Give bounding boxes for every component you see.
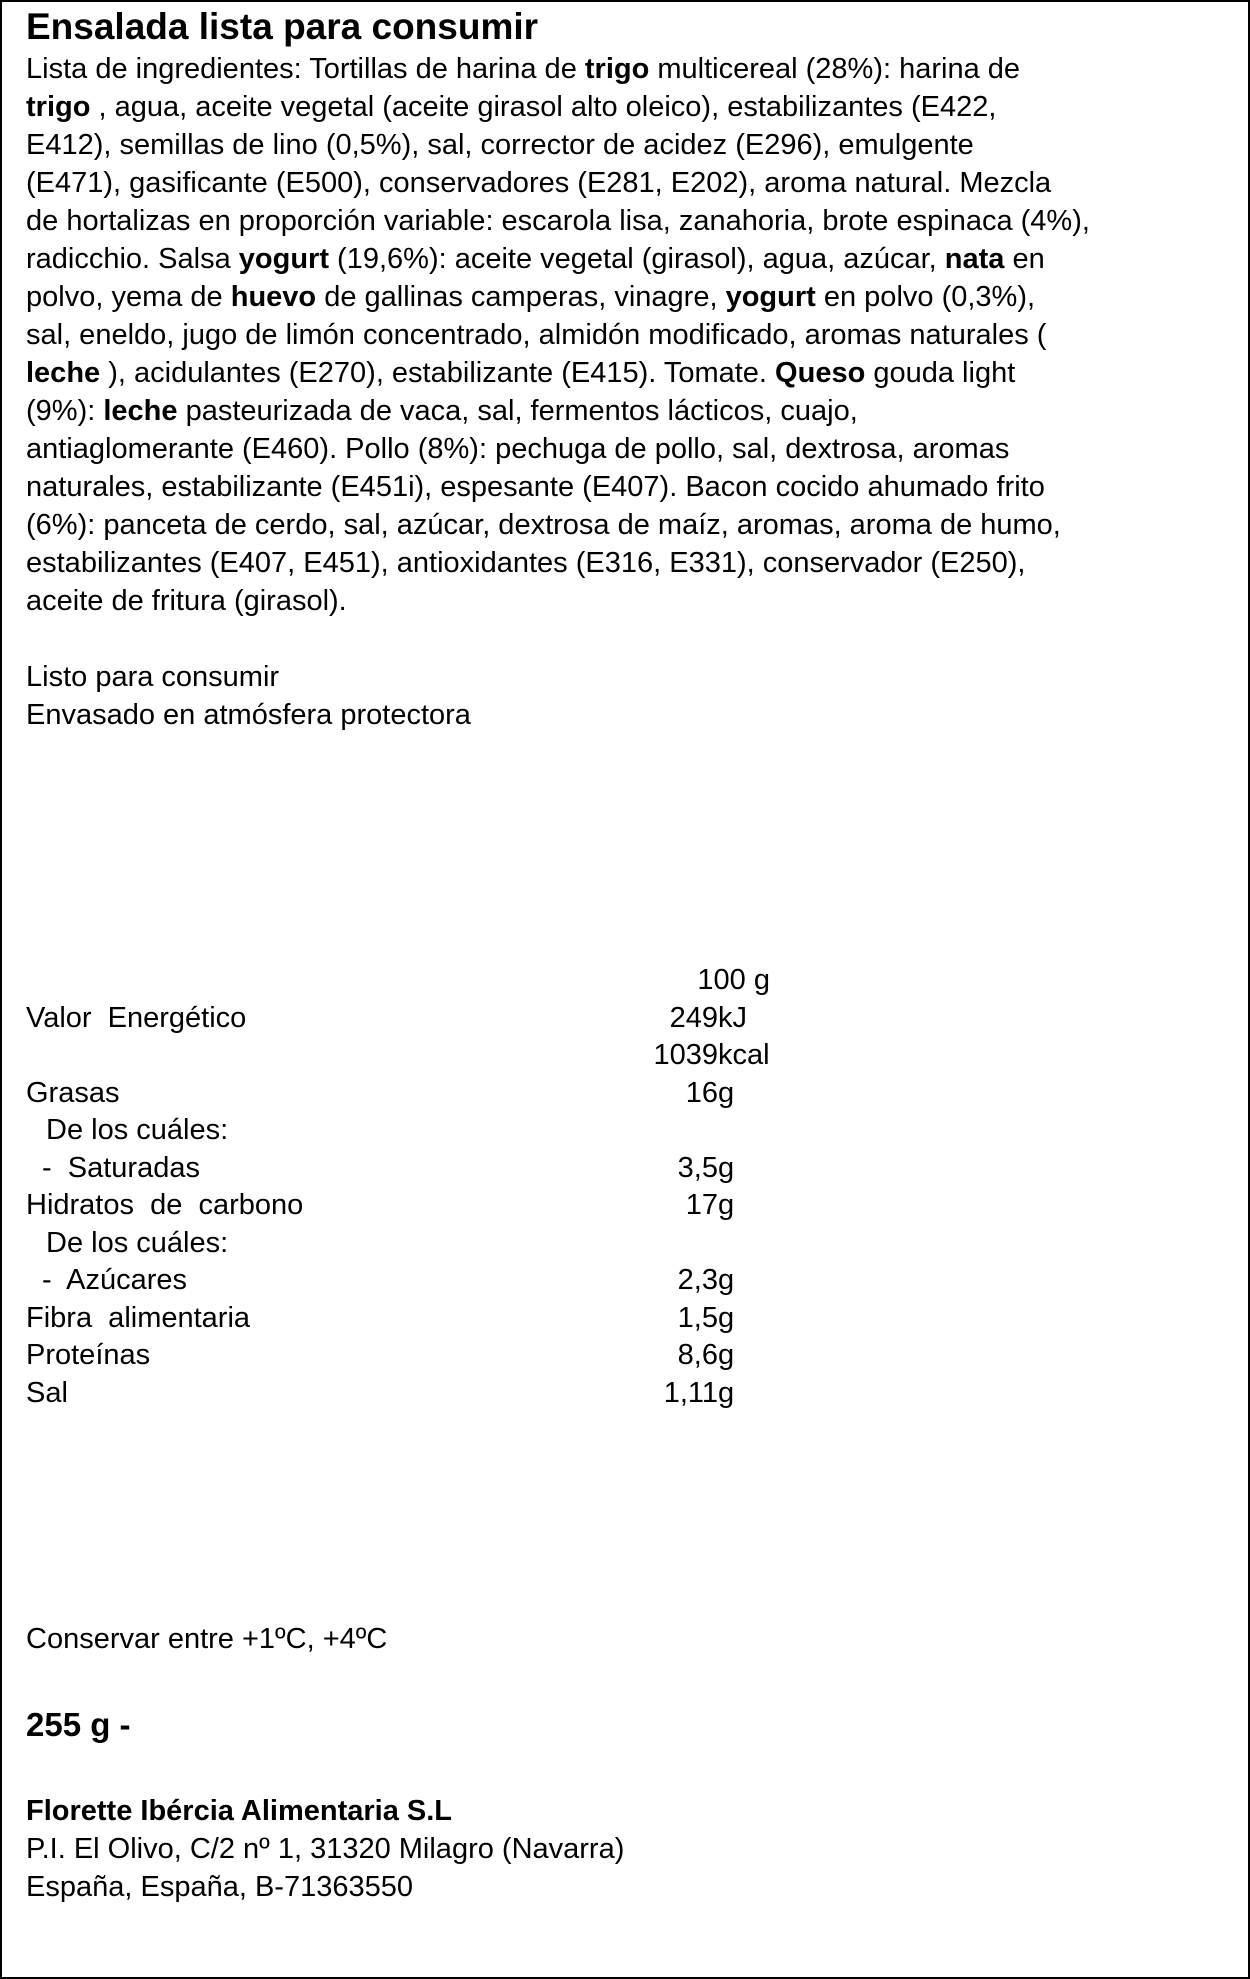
- ingredients-line: [26, 582, 1206, 620]
- net-weight: 255 g -: [26, 1706, 131, 1743]
- nutrient-value: 1039: [653, 1039, 718, 1071]
- nutrient-label: Grasas: [26, 1076, 120, 1109]
- ingredients-line: [26, 50, 1206, 88]
- nutrient-label: Fibra alimentaria: [26, 1301, 251, 1334]
- nutrient-unit: g: [718, 1189, 735, 1221]
- ingredients-text: en polvo (0,3%),: [815, 281, 1036, 313]
- ingredients-text: gouda light: [865, 357, 1016, 389]
- nutrition-row: [26, 1187, 735, 1225]
- nutrient-unit: g: [718, 1264, 735, 1296]
- nutrition-row: [26, 1300, 735, 1338]
- allergen-text: huevo: [230, 281, 317, 313]
- ingredients-text: E412), semillas de lino (0,5%), sal, corrector de acidez (E296), emulgente: [26, 129, 974, 161]
- nutrition-row: [26, 1375, 735, 1413]
- ingredients-line: [26, 392, 1206, 430]
- ingredients-text: sal, eneldo, jugo de limón concentrado, almidón modificado, aromas naturales (: [26, 319, 1047, 351]
- nutrition-header-row: [26, 962, 770, 1000]
- nutrient-value: 3,5: [677, 1151, 718, 1184]
- nutrient-label: Proteínas: [26, 1339, 151, 1371]
- ingredients-text: de hortalizas en proporción variable: escarola lisa, zanahoria, brote espinaca (4%),: [26, 205, 1090, 237]
- nutrition-row: [26, 1337, 735, 1375]
- nutrient-value: 17: [685, 1189, 718, 1221]
- ingredients-list: [26, 50, 1206, 620]
- ingredients-text: Lista de ingredientes: Tortillas de harina de: [26, 53, 585, 85]
- ingredients-text: ), acidulantes (E270), estabilizante (E415). Tomate.: [100, 357, 776, 389]
- ingredients-text: antiaglomerante (E460). Pollo (8%): pechuga de pollo, sal, dextrosa, aromas: [26, 433, 1010, 465]
- ingredients-text: naturales, estabilizante (E451i), espesante (E407). Bacon cocido ahumado frito: [26, 471, 1045, 503]
- allergen-text: yogurt: [725, 281, 816, 313]
- nutrient-label: De los cuáles:: [46, 1114, 229, 1146]
- nutrient-label: - Azúcares: [42, 1264, 188, 1296]
- nutrition-per-100g-header: 100 g: [697, 964, 770, 996]
- allergen-text: trigo: [584, 53, 650, 85]
- ingredients-line: [26, 126, 1206, 164]
- ingredients-text: , agua, aceite vegetal (aceite girasol alto oleico), estabilizantes (E422,: [90, 91, 997, 123]
- allergen-text: trigo: [26, 91, 91, 123]
- ingredients-line: [26, 544, 1206, 582]
- ingredients-line: [26, 354, 1206, 392]
- nutrient-value: 1,5: [677, 1301, 718, 1334]
- ingredients-text: polvo, yema de: [26, 281, 231, 313]
- ready-to-eat-note: Listo para consumir: [26, 661, 280, 693]
- nutrient-label: Valor Energético: [26, 1001, 247, 1034]
- nutrition-row: [26, 1225, 229, 1263]
- nutrient-label: De los cuáles:: [46, 1226, 229, 1259]
- ingredients-text: estabilizantes (E407, E451), antioxidantes (E316, E331), conservador (E250),: [26, 547, 1026, 579]
- ingredients-line: [26, 468, 1206, 506]
- product-title: Ensalada lista para consumir: [26, 6, 539, 47]
- nutrient-value: 16: [685, 1076, 718, 1109]
- nutrient-value: 2,3: [677, 1264, 718, 1296]
- nutrient-unit: g: [718, 1376, 735, 1409]
- ingredients-text: de gallinas camperas, vinagre,: [316, 281, 726, 313]
- nutrient-unit: g: [718, 1339, 735, 1371]
- allergen-text: nata: [944, 243, 1005, 275]
- ingredients-text: radicchio. Salsa: [26, 243, 239, 275]
- nutrient-label: - Saturadas: [42, 1151, 200, 1184]
- nutrient-unit: kJ: [718, 1001, 747, 1034]
- nutrient-value: 1,11: [663, 1376, 718, 1409]
- ingredients-text: pasteurizada de vaca, sal, fermentos lácticos, cuajo,: [177, 395, 858, 427]
- nutrient-unit: kcal: [718, 1039, 770, 1071]
- company-info: [26, 1792, 624, 1906]
- ingredients-line: [26, 316, 1206, 354]
- nutrition-row: [26, 1075, 735, 1113]
- ingredients-line: [26, 88, 1206, 126]
- allergen-text: Queso: [775, 357, 866, 389]
- company-name: Florette Ibércia Alimentaria S.L: [26, 1795, 452, 1827]
- ingredients-text: (9%):: [26, 395, 104, 427]
- ingredients-text: en: [1004, 243, 1045, 275]
- nutrient-unit: g: [718, 1076, 735, 1109]
- ingredients-line: [26, 506, 1206, 544]
- ingredients-line: [26, 164, 1206, 202]
- company-address: P.I. El Olivo, C/2 nº 1, 31320 Milagro (Navarra): [26, 1833, 625, 1865]
- nutrition-row: [26, 1037, 770, 1075]
- allergen-text: yogurt: [238, 243, 329, 275]
- nutrient-unit: g: [718, 1151, 735, 1184]
- nutrient-value: 249: [669, 1001, 718, 1034]
- nutrition-row: [26, 1112, 229, 1150]
- company-country: España, España, B-71363550: [26, 1871, 413, 1903]
- nutrient-label: Sal: [26, 1376, 68, 1409]
- nutrition-row: [26, 1150, 735, 1188]
- ingredients-text: (19,6%): aceite vegetal (girasol), agua, azúcar,: [329, 243, 945, 275]
- nutrient-value: 8,6: [677, 1339, 718, 1371]
- storage-instructions: Conservar entre +1ºC, +4ºC: [26, 1623, 388, 1655]
- nutrient-unit: g: [718, 1301, 735, 1334]
- nutrition-table: [26, 962, 770, 1412]
- ingredients-text: multicereal (28%): harina de: [649, 53, 1021, 85]
- ingredients-line: [26, 278, 1206, 316]
- ingredients-line: [26, 240, 1206, 278]
- ingredients-text: (E471), gasificante (E500), conservadores (E281, E202), aroma natural. Mezcla: [26, 167, 1052, 199]
- ingredients-line: [26, 430, 1206, 468]
- ingredients-text: aceite de fritura (girasol).: [26, 585, 347, 617]
- nutrition-row: [26, 1000, 747, 1038]
- ingredients-line: [26, 202, 1206, 240]
- allergen-text: leche: [103, 395, 178, 427]
- allergen-text: leche: [26, 357, 101, 389]
- ingredients-text: (6%): panceta de cerdo, sal, azúcar, dextrosa de maíz, aromas, aroma de humo,: [26, 509, 1061, 541]
- nutrient-label: Hidratos de carbono: [26, 1189, 304, 1221]
- packaging-note: Envasado en atmósfera protectora: [26, 699, 471, 731]
- nutrition-row: [26, 1262, 735, 1300]
